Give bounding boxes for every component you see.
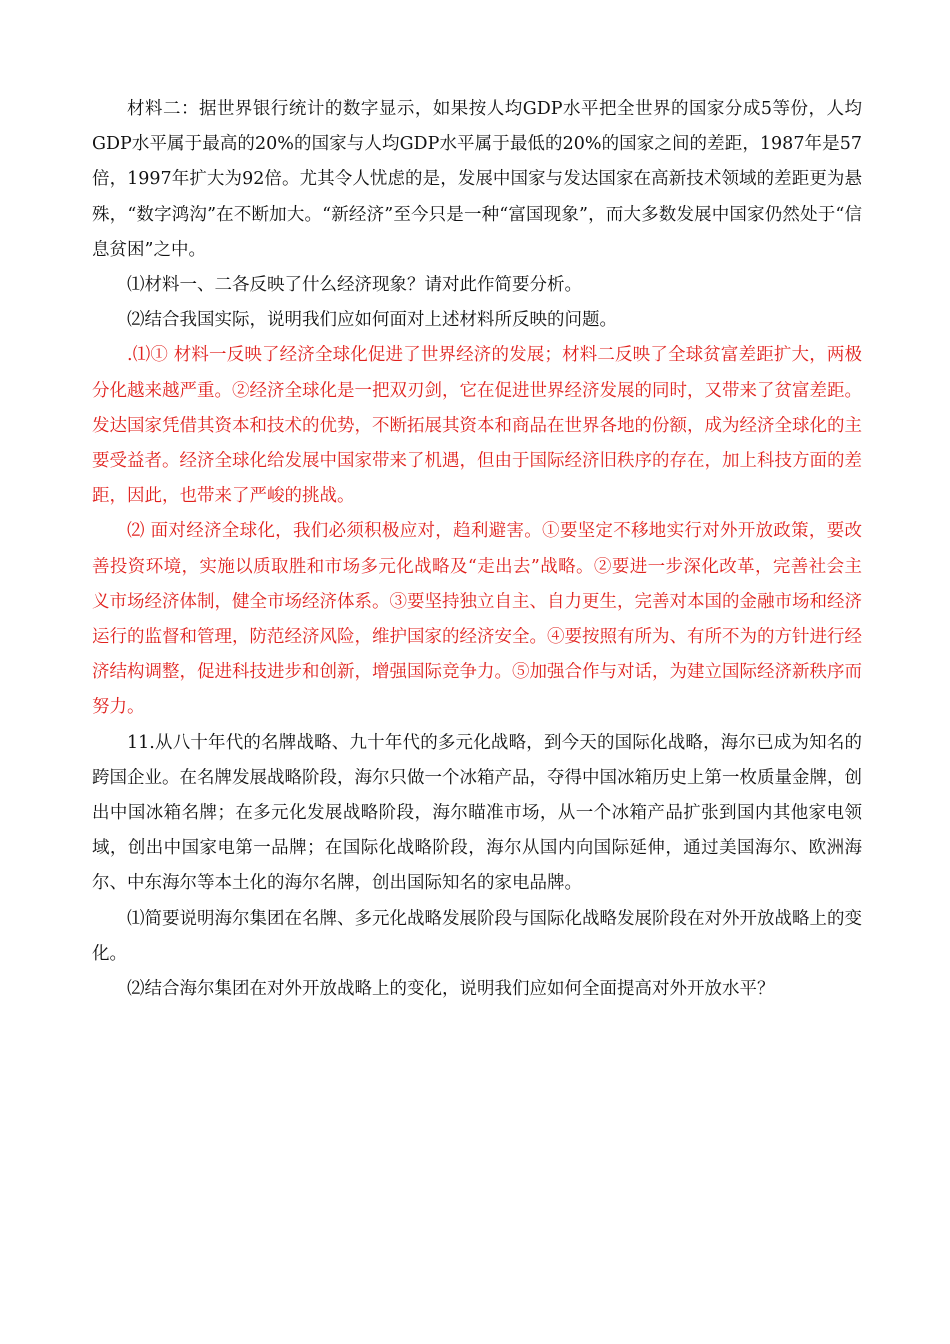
answer-10-2: ⑵ 面对经济全球化，我们必须积极应对，趋利避害。①要坚定不移地实行对外开放政策，要改善投资环境，实施以质取胜和市场多元化战略及“走出去”战略。②要进一步深化改革，完善社会主义市场经济体制，健全市场经济体系。③要坚持独立自主、自力更生，完善对本国的金融市场和经济运行的监督和管理，防范经济风险，维护国家的经济安全。④要按照有所为、有所不为的方针进行经济结构调整，促进科技进步和创新，增强国际竞争力。⑤加强合作与对话，为建立国际经济新秩序而努力。 [92, 521, 862, 718]
answer-10-1: .⑴① 材料一反映了经济全球化促进了世界经济的发展；材料二反映了全球贫富差距扩大，两极分化越来越严重。②经济全球化是一把双刃剑，它在促进世界经济发展的同时，又带来了贫富差距。发达国家凭借其资本和技术的优势，不断拓展其资本和商品在世界各地的份额，成为经济全球化的主要受益者。经济全球化给发展中国家带来了机遇，但由于国际经济旧秩序的存在，加上科技方面的差距，因此，也带来了严峻的挑战。 [92, 345, 862, 507]
question-10-1: ⑴材料一、二各反映了什么经济现象？请对此作简要分析。 [127, 275, 582, 296]
question-11-stem: 11.从八十年代的名牌战略、九十年代的多元化战略，到今天的国际化战略，海尔已成为知名的跨国企业。在名牌发展战略阶段，海尔只做一个冰箱产品，夺得中国冰箱历史上第一枚质量金牌，创出中国冰箱名牌；在多元化发展战略阶段，海尔瞄准市场，从一个冰箱产品扩张到国内其他家电领域，创出中国家电第一品牌；在国际化战略阶段，海尔从国内向国际延伸，通过美国海尔、欧洲海尔、中东海尔等本土化的海尔名牌，创出国际知名的家电品牌。 [92, 732, 862, 894]
question-10-2: ⑵结合我国实际，说明我们应如何面对上述材料所反映的问题。 [127, 310, 617, 331]
question-11-1: ⑴简要说明海尔集团在名牌、多元化战略发展阶段与国际化战略发展阶段在对外开放战略上的变化。 [92, 908, 862, 964]
question-11-2: ⑵结合海尔集团在对外开放战略上的变化，说明我们应如何全面提高对外开放水平？ [127, 979, 775, 1000]
material-two-paragraph: 材料二：据世界银行统计的数字显示，如果按人均GDP水平把全世界的国家分成5等份，人均GDP水平属于最高的20%的国家与人均GDP水平属于最低的20%的国家之间的差距，1987年是57倍，1997年扩大为92倍。尤其令人忧虑的是，发展中国家与发达国家在高新技术领域的差距更为悬殊，“数字鸿沟”在不断加大。“新经济”至今只是一种“富国现象”，而大多数发展中国家仍然处于“信息贫困”之中。 [92, 99, 862, 260]
document-body [92, 92, 862, 1007]
